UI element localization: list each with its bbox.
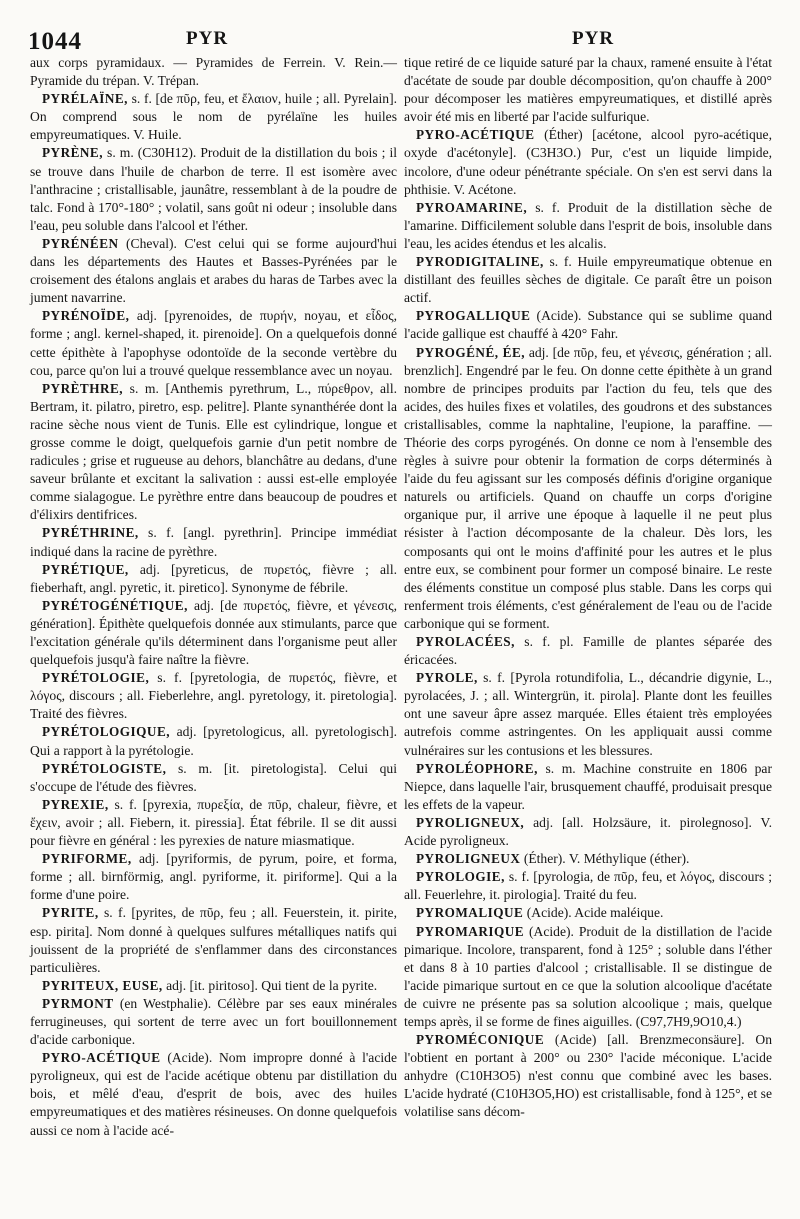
- entry-headword: PYROLOGIE,: [416, 869, 505, 885]
- entry-headword: PYRÉLAÏNE,: [42, 91, 128, 107]
- entry-text: adj. [pyrenoides, de πυρήν, noyau, et εἶδος, forme ; angl. kernel-shaped, it. pirenoide]. On a quelquefois donné cette épithète à l'apophyse odontoïde de la seconde vertèbre du cou, parce qu'on lui a trouvé quelque ressemblance avec un noyau.: [30, 308, 397, 378]
- dictionary-entry: [30, 597, 397, 669]
- entry-headword: PYRÉTHRINE,: [42, 525, 139, 541]
- dictionary-entry: [404, 307, 772, 343]
- dictionary-entry: [404, 199, 772, 253]
- entry-text: s. f. [pyrologia, de πῦρ, feu, et λόγος, discours ; all. Feuerlehre, it. pirologia]. Traité du feu.: [404, 869, 772, 903]
- dictionary-entry: [404, 1031, 772, 1121]
- entry-text: s. f. Huile empyreumatique obtenue en distillant des feuilles sèches de digitale. Ce paraît être un poison actif.: [404, 254, 772, 306]
- entry-headword: PYROLACÉES,: [416, 634, 515, 649]
- entry-headword: PYRÉNÉEN: [42, 235, 119, 251]
- entry-headword: PYROMARIQUE: [416, 923, 525, 939]
- running-head-right: PYR: [572, 28, 615, 49]
- entry-text: s. f. pl. Famille de plantes séparée des éricacées.: [404, 634, 772, 668]
- dictionary-entry: [30, 1049, 397, 1139]
- dictionary-entry: [30, 760, 397, 796]
- entry-headword: PYROGÉNÉ, ÉE,: [416, 344, 526, 360]
- entry-text: (Acide). Substance qui se sublime quand l'acide gallique est chauffé à 420° Fahr.: [404, 308, 772, 342]
- entry-text: aux corps pyramidaux. — Pyramides de Ferrein. V. Rein.— Pyramide du trépan. V. Trépan.: [30, 55, 397, 89]
- entry-text: (Acide) [all. Brenzmeconsäure]. On l'obtient en portant à 200° ou 230° l'acide méconique. L'acide anhydre (C10H3O5) n'est connu que combiné avec les bases. L'acide hydraté (C10H3O5,HO) est cristallisable, fond à 125°, et se volatilise sans décom-: [404, 1032, 772, 1120]
- entry-text: (Acide). Produit de la distillation de l'acide pimarique. Incolore, transparent, fond à 125° ; soluble dans l'éther et dans 8 à 10 parties d'alcool ; cristallisable. Il se distingue de l'acide pimarique surtout en ce que la solution alcoolique d'acétate de cuivre ne présente pas sa solution alcoolique ; mais, quelque temps après, il se forme de fines aiguilles. (C97,7H9,9O10,4.): [404, 923, 772, 1029]
- dictionary-entry: [404, 760, 772, 814]
- entry-text: tique retiré de ce liquide saturé par la chaux, ramené ensuite à l'état d'acétate de soude par double décomposition, qu'on chauffe à 200° pour décomposer les matières empyreumatiques, et distillé après avoir été mis en liberté par l'acide sulfurique.: [404, 55, 772, 125]
- entry-headword: PYRO-ACÉTIQUE: [42, 1050, 161, 1066]
- page-number: 1044: [28, 28, 82, 55]
- entry-text: adj. [pyreticus, de πυρετός, fièvre ; all. fieberhaft, angl. pyretic, it. piretico]. Synonyme de fébrile.: [30, 561, 397, 595]
- entry-text: s. m. [it. piretologista]. Celui qui s'occupe de l'étude des fièvres.: [30, 760, 397, 794]
- entry-headword: PYRÉTOLOGIQUE,: [42, 724, 171, 740]
- entry-text: (Cheval). C'est celui qui se forme aujourd'hui dans les départements des Hautes et Basses-Pyrénées par le croisement des étalons anglais et arabes du haras de Tarbes avec la jument navarrine.: [30, 235, 397, 306]
- entry-text: s. f. [pyrites, de πῦρ, feu ; all. Feuerstein, it. pirite, esp. pirita]. Nom donné à quelques sulfures métalliques natifs qui jouissent de la propriété de s'enflammer dans des circonstances particulières.: [30, 905, 397, 975]
- entry-text: (Éther). V. Méthylique (éther).: [520, 851, 690, 867]
- entry-headword: PYROLE,: [416, 670, 478, 686]
- entry-headword: PYROLIGNEUX,: [416, 814, 525, 830]
- running-head-left: PYR: [186, 28, 229, 49]
- entry-headword: PYRIFORME,: [42, 851, 132, 867]
- dictionary-entry: [30, 904, 397, 976]
- dictionary-entry: [30, 90, 397, 144]
- dictionary-entry: [30, 995, 397, 1049]
- dictionary-entry: [30, 669, 397, 723]
- dictionary-entry: [404, 868, 772, 904]
- entry-headword: PYRITEUX, EUSE,: [42, 977, 163, 993]
- dictionary-entry: [30, 235, 397, 307]
- entry-text: s. f. [pyrexia, πυρεξία, de πῦρ, chaleur, fièvre, et ἔχειν, avoir ; all. Fiebern, it. piressia]. État fébrile. Il se dit aussi pour fièvre en général : les pyrexies de nature miasmatique.: [30, 796, 397, 849]
- entry-text: (Éther) [acétone, alcool pyro-acétique, oxyde d'acétonyle]. (C3H3O.) Pur, c'est un liquide limpide, incolore, d'une odeur pénétrante spéciale. On s'en est servi dans la phthisie. V. Acétone.: [404, 127, 772, 197]
- entry-headword: PYROMALIQUE: [416, 905, 524, 921]
- entry-headword: PYRMONT: [42, 995, 114, 1011]
- dictionary-entry: [404, 814, 772, 850]
- entry-text: s. m. (C30H12). Produit de la distillation du bois ; il se trouve dans l'huile de charbon de terre. Il est isomère avec l'anthracine ; cristallisable, jaunâtre, ressemblant à de la poudre de talc. Fond à 170°-180° ; volatil, sans goût ni odeur ; insoluble dans l'eau, peu soluble dans l'alcool et l'éther.: [30, 145, 397, 233]
- dictionary-entry: [404, 126, 772, 198]
- left-column: [30, 54, 397, 1140]
- entry-text: s. f. [angl. pyrethrin]. Principe immédiat indiqué dans la racine de pyrèthre.: [30, 525, 397, 559]
- entry-text: (Acide). Acide maléique.: [523, 905, 664, 921]
- right-column: [404, 54, 772, 1122]
- dictionary-entry: [404, 923, 772, 1032]
- dictionary-entry: [404, 344, 772, 634]
- entry-headword: PYRÉNOÏDE,: [42, 308, 130, 324]
- dictionary-entry: [30, 723, 397, 759]
- entry-headword: PYRÉTOGÉNÉTIQUE,: [42, 597, 188, 613]
- entry-text: s. f. [de πῦρ, feu, et ἔλαιον, huile ; all. Pyrelain]. On comprend sous le nom de pyrélaïne les huiles empyreumatiques. V. Huile.: [30, 91, 397, 143]
- dictionary-entry: [404, 253, 772, 307]
- entry-headword: PYRÉTOLOGISTE,: [42, 760, 167, 776]
- entry-headword: PYRITE,: [42, 905, 99, 921]
- dictionary-entry: [30, 977, 397, 995]
- entry-text: s. m. Machine construite en 1806 par Niepce, dans laquelle l'air, brusquement chauffé, produisait presque les effets de la vapeur.: [404, 760, 772, 812]
- entry-text: s. m. [Anthemis pyrethrum, L., πύρεθρον, all. Bertram, it. pilatro, piretro, esp. pelitre]. Plante synanthérée dont la racine sèche nous vient de Tunis. Elle est cylindrique, longue et grosse comme le doigt, quelquefois garnie d'un petit nombre de radicules ; grise et rugueuse au dehors, blanchâtre au dedans, d'une saveur brûlante et excitant la salivation : aussi est-elle employée comme sialagogue. Le pyrèthre entre dans beaucoup de poudres et d'élixirs dentifrices.: [30, 380, 397, 523]
- entry-text: adj. [all. Holzsäure, it. pirolegnoso]. V. Acide pyroligneux.: [404, 814, 772, 849]
- entry-headword: PYRÉTIQUE,: [42, 561, 129, 577]
- entry-headword: PYROGALLIQUE: [416, 308, 531, 324]
- dictionary-entry: [30, 380, 397, 525]
- dictionary-entry: [404, 904, 772, 922]
- entry-headword: PYRÈTHRE,: [42, 380, 124, 396]
- dictionary-entry: [30, 54, 397, 90]
- entry-text: s. f. Produit de la distillation sèche de l'amarine. Difficilement soluble dans l'esprit de bois, insoluble dans l'eau, les acides étendus et les alcalis.: [404, 199, 772, 251]
- entry-text: s. f. [Pyrola rotundifolia, L., décandrie digynie, L., pyrolacées, J. ; all. Wintergrün, it. pirola]. Plante dont les feuilles ont une saveur âpre assez marquée. Elles étaient très employées autrefois comme astringentes. On les appliquait aussi comme vulnéraires sur les contusions et les blessures.: [404, 670, 772, 758]
- entry-headword: PYRÉTOLOGIE,: [42, 670, 150, 686]
- dictionary-entry: [30, 850, 397, 904]
- dictionary-entry: [404, 54, 772, 126]
- entry-text: (en Westphalie). Célèbre par ses eaux minérales ferrugineuses, qui sortent de terre avec un fort bouillonnement d'acide carbonique.: [30, 995, 397, 1048]
- entry-text: adj. [pyretologicus, all. pyretologisch]. Qui a rapport à la pyrétologie.: [30, 724, 397, 758]
- entry-headword: PYRODIGITALINE,: [416, 254, 544, 270]
- entry-headword: PYROAMARINE,: [416, 199, 528, 215]
- entry-headword: PYRO-ACÉTIQUE: [416, 127, 535, 143]
- entry-text: adj. [pyriformis, de pyrum, poire, et forma, forme ; all. birnförmig, angl. pyriforme, it. piriforme]. Qui a la forme d'une poire.: [30, 851, 397, 903]
- dictionary-entry: [30, 144, 397, 234]
- entry-headword: PYRÈNE,: [42, 145, 104, 161]
- dictionary-entry: [30, 796, 397, 850]
- dictionary-entry: [404, 633, 772, 669]
- entry-headword: PYROLÉOPHORE,: [416, 760, 538, 776]
- dictionary-entry: [30, 524, 397, 560]
- entry-text: adj. [de πῦρ, feu, et γένεσις, génération ; all. brenzlich]. Engendré par le feu. On donne cette épithète à un grand nombre de principes produits par l'action du feu, tels que des acides, des huiles fixes et volatiles, des goudrons et des substances cristallisables, comme la naphtaline, l'eupione, la paraffine. — Théorie des corps pyrogénés. On donne ce nom à l'ensemble des règles à suivre pour obtenir la formation de corps déterminés à l'aide du feu agissant sur les composés définis d'origine organique naturels ou artificiels. Quand on chauffe un corps d'origine organique pur, il arrive une époque à laquelle il ne peut plus résister à l'action décomposante de la chaleur. Dès lors, les composants qui ont le moins d'affinité pour les autres et le plus entre eux, se combinent pour former un composé binaire. Le reste des éléments constitue un composé plus stable. Dans les corps qui renferment trois éléments, c'est généralement de l'eau ou de l'acide carbonique qui se forment.: [404, 344, 773, 631]
- entry-headword: PYREXIE,: [42, 796, 109, 812]
- dictionary-entry: [30, 561, 397, 597]
- entry-headword: PYROMÉCONIQUE: [416, 1032, 545, 1048]
- dictionary-entry: [404, 669, 772, 759]
- entry-text: adj. [de πυρετός, fièvre, et γένεσις, génération]. Épithète quelquefois donnée aux stimulants, parce que l'excitation générale qu'ils déterminent dans l'organisme peut aller quelquefois jusqu'à faire naître la fièvre.: [30, 597, 397, 668]
- dictionary-entry: [404, 850, 772, 868]
- entry-text: adj. [it. piritoso]. Qui tient de la pyrite.: [162, 977, 378, 993]
- dictionary-entry: [30, 307, 397, 379]
- entry-headword: PYROLIGNEUX: [416, 851, 521, 867]
- entry-text: (Acide). Nom impropre donné à l'acide pyroligneux, qui est de l'acide acétique obtenu par distillation du bois, et mêlé d'eau, d'esprit de bois, avec des huiles empyreumatiques et des matières résineuses. On donne quelquefois aussi ce nom à l'acide acé-: [30, 1050, 397, 1138]
- entry-text: s. f. [pyretologia, de πυρετός, fièvre, et λόγος, discours ; all. Fieberlehre, angl. pyretology, it. piretologia]. Traité des fièvres.: [30, 670, 397, 722]
